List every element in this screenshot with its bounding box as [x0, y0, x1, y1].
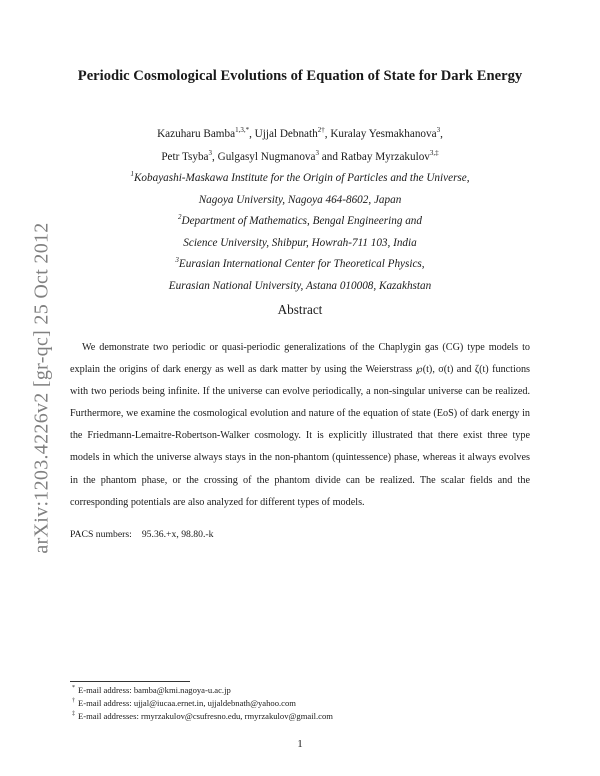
- footnote-divider: [70, 681, 190, 682]
- abstract-text: We demonstrate two periodic or quasi-periodic generalizations of the Chaplygin gas (CG) type models to explain the origins of dark energy as well as dark matter by using the Weierstrass ℘(t), σ(t) and ζ(t) functions with two periods being infinite. If the universe can evolve periodically, a non-singular universe can be realized. Furthermore, we examine the cosmological evolution and nature of the equation of state (EoS) of dark energy in the Friedmann-Lemaitre-Robertson-Walker cosmology. It is explicitly illustrated that there exist three type models in which the universe always stays in the non-phantom (quintessence) phase, whereas it always evolves in the phantom phase, or the crossing of the phantom divide can be realized. The scalar fields and the corresponding potentials are also analyzed for different types of models.: [70, 342, 530, 508]
- footnote-mark: ‡: [72, 711, 75, 717]
- pacs-value: 95.36.+x, 98.80.-k: [141, 529, 214, 540]
- affiliation-3-cont: Eurasian National University, Astana 010008, Kazakhstan: [168, 280, 432, 292]
- author-name: , Ujjal Debnath: [249, 128, 318, 140]
- author-name: Petr Tsyba: [161, 151, 209, 163]
- affiliation-mark: 2: [178, 213, 182, 221]
- author-affil-mark: 2†: [317, 126, 325, 134]
- page-number: 1: [297, 738, 303, 750]
- affiliation-mark: 3: [175, 256, 179, 264]
- pacs-label: PACS numbers:: [70, 529, 132, 540]
- author-separator: ,: [440, 128, 443, 140]
- author-affil-mark: 3: [436, 126, 441, 134]
- footnote-1: [72, 685, 231, 695]
- affiliation-text: Eurasian International Center for Theoretical Physics,: [178, 258, 425, 270]
- affiliation-2: [60, 215, 540, 227]
- author-affil-mark: 3: [208, 149, 213, 157]
- author-name: , Gulgasyl Nugmanova: [212, 151, 316, 163]
- author-line-2: [60, 151, 540, 163]
- affiliation-3: [60, 258, 540, 270]
- affiliation-text: Department of Mathematics, Bengal Engineering and: [181, 215, 422, 227]
- abstract-body: [70, 337, 530, 514]
- footnote-text: E-mail address: ujjal@iucaa.ernet.in, ujjaldebnath@yahoo.com: [78, 698, 296, 708]
- affiliation-1: [60, 172, 540, 184]
- affiliation-text: Kobayashi-Maskawa Institute for the Origin of Particles and the Universe,: [133, 172, 470, 184]
- footnote-text: E-mail addresses: rmyrzakulov@csufresno.edu, rmyrzakulov@gmail.com: [78, 711, 333, 721]
- footnote-2: [72, 698, 296, 708]
- footnote-mark: †: [72, 698, 75, 704]
- author-name: , Kuralay Yesmakhanova: [324, 128, 437, 140]
- author-affil-mark: 1,3,*: [235, 126, 250, 134]
- affiliation-mark: 1: [130, 170, 134, 178]
- arxiv-identifier: arXiv:1203.4226v2 [gr-qc] 25 Oct 2012: [30, 222, 53, 554]
- author-line-1: [60, 128, 540, 140]
- author-affil-mark: 3,‡: [429, 149, 439, 157]
- paper-title: Periodic Cosmological Evolutions of Equation of State for Dark Energy: [77, 68, 523, 84]
- affiliation-1-cont: Nagoya University, Nagoya 464-8602, Japan: [198, 194, 402, 206]
- author-name: and Ratbay Myrzakulov: [318, 151, 430, 163]
- footnote-mark: *: [72, 685, 75, 691]
- footnote-3: [72, 711, 333, 721]
- author-affil-mark: 3: [315, 149, 319, 157]
- footnote-text: E-mail address: bamba@kmi.nagoya-u.ac.jp: [78, 685, 231, 695]
- author-name: Kazuharu Bamba: [157, 128, 236, 140]
- abstract-heading: Abstract: [277, 302, 323, 317]
- pacs-numbers: [70, 529, 214, 540]
- affiliation-2-cont: Science University, Shibpur, Howrah-711 103, India: [183, 237, 417, 249]
